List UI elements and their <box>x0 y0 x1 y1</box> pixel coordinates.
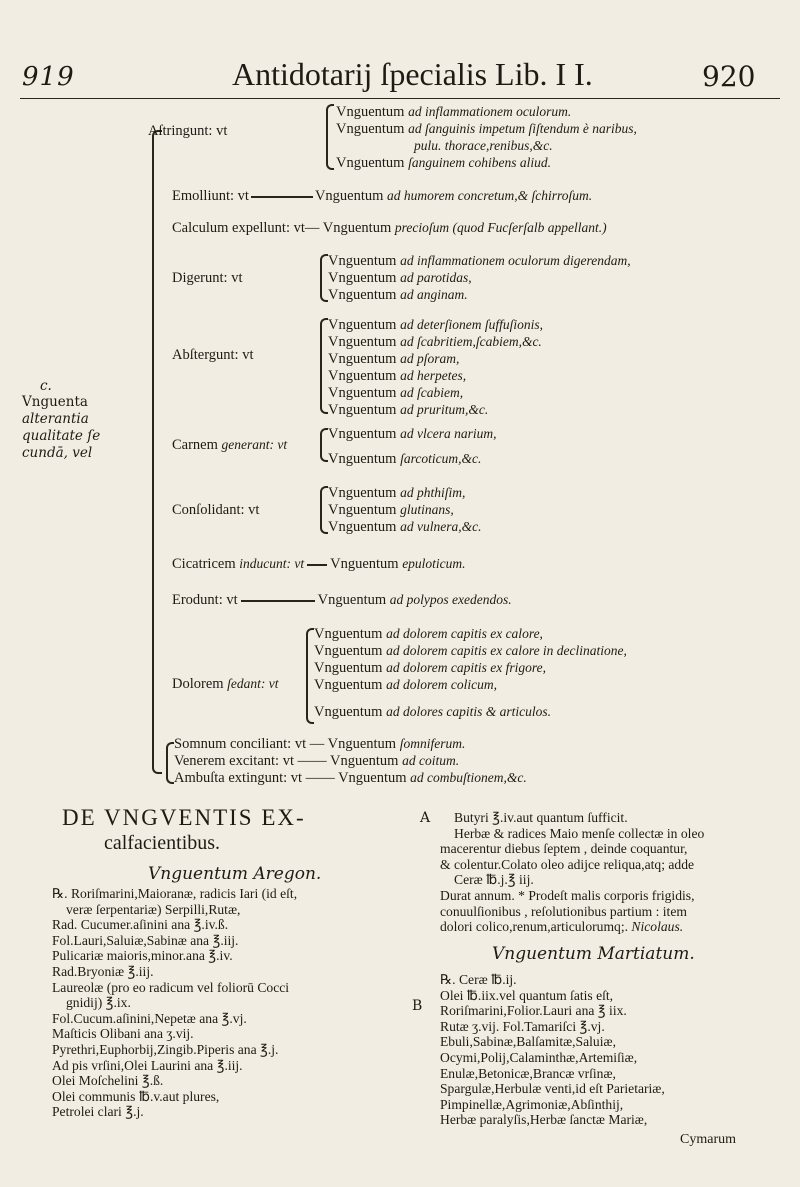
venerem-t: ad coitum. <box>402 753 460 768</box>
margin-marker-b: B <box>412 998 423 1014</box>
margin-marker-a: A <box>420 810 431 826</box>
dolorem-t1: ad dolorem capitis ex calore, <box>386 626 543 641</box>
dolorem-label: Dolorem <box>172 676 224 692</box>
ambusta-t: ad combuſtionem,&c. <box>410 770 527 785</box>
dolorem-u4: Vnguentum <box>314 677 383 693</box>
somnum-label: Somnum conciliant: vt <box>174 736 307 752</box>
sidebar-line-1: Vnguenta <box>22 394 88 410</box>
aregon-cont-line: Ceræ ℔.j.℥ iij. <box>454 872 534 888</box>
aregon-line: Maſticis Olibani ana ʒ.vij. <box>52 1026 194 1042</box>
abstergunt-t3: ad pſoram, <box>400 351 460 366</box>
aregon-cont-line: Herbæ & radices Maio menſe collectæ in oleo <box>454 825 705 841</box>
abstergunt-u4: Vnguentum <box>328 368 397 384</box>
somnum-brace <box>166 742 174 784</box>
abstergunt-u2: Vnguentum <box>328 334 397 350</box>
aregon-line: veræ ſerpentariæ) Serpilli,Rutæ, <box>66 901 241 917</box>
cicatricem-t: epuloticum. <box>402 556 466 571</box>
aregon-line: Olei Moſchelini ℥.ß. <box>52 1073 164 1089</box>
digerunt-u1: Vnguentum <box>328 253 397 269</box>
aregon-line: Laureolæ (pro eo radicum vel foliorū Cocci <box>52 979 290 995</box>
abstergunt-t6: ad pruritum,&c. <box>400 402 489 417</box>
dolorem-u3: Vnguentum <box>314 660 383 676</box>
abstergunt-t2: ad ſcabritiem,ſcabiem,&c. <box>400 334 542 349</box>
aregon-line: Fol.Cucum.aſinini,Nepetæ ana ℥.vj. <box>52 1010 247 1026</box>
astringunt-brace <box>326 104 334 170</box>
carnem-brace <box>320 428 328 462</box>
aregon-line: Rad.Bryoniæ ℥.iij. <box>52 963 154 979</box>
aregon-title: Vnguentum Aregon. <box>148 864 322 884</box>
aregon-line: Ad pis vrſini,Olei Laurini ana ℥.iij. <box>52 1057 243 1073</box>
calculum-label: Calculum expellunt: vt— Vnguentum <box>172 220 392 236</box>
martiatum-line: ℞. Ceræ ℔.ij. <box>440 972 517 987</box>
aregon-line: Petrolei clari ℥.j. <box>52 1104 144 1120</box>
dolorem-t3: ad dolorem capitis ex frigore, <box>386 660 546 675</box>
abstergunt-u6: Vnguentum <box>328 402 397 418</box>
aregon-continuation <box>440 810 704 935</box>
book-page: 919 Antidotarij ſpecialis Lib. I I. 920 c. Vnguenta alterantia qualitate ſe cundā, vel Aſtringunt: vt Vnguentum ad inflammationem oculorum. Vnguentum ad ſanguinis impetum ſiſtendum è naribus, pulu. thorace,renibus,&c. Vnguentum ſanguinem cohibens aliud. Emolliunt: vt Vnguentum ad humorem concretum,& ſchirroſum. Calculum expellunt: vt— Vnguentum precioſum (quod Fucſerſalb appellant.) Digerunt: vt Vnguentum ad inflammationem oculorum digerendam, Vnguentum ad parotidas, Vnguentum ad anginam. Abſtergunt: vt Vnguentum ad deterſionem ſuffuſionis, Vnguentum ad ſcabritiem,ſcabiem,&c. Vnguentum ad pſoram, Vnguentum ad herpetes, Vnguentum ad ſcabiem, Vnguentum ad pruritum,&c. Carnem generant: vt Vnguentum ad vlcera narium, Vnguentum ſarcoticum,&c. Conſolidant: vt Vnguentum ad phthiſim, Vnguentum glutinans, Vnguentum ad vulnera,&c. Cicatricem inducunt: vt Vnguentum epuloticum. Erodunt: vt Vnguentum ad polypos exedendos. Dolorem ſedant: vt Vnguentum ad dolorem capitis ex calore, Vnguentum ad dolorem capitis ex calore in declinatione, Vnguentum ad dolorem capitis ex frigore, Vnguentum ad dolorem colicum, Vnguentum ad dolores capitis & articulos. Somnum conciliant: vt — Vnguentum ſomniferum. Venerem excitant: vt —— Vnguentum ad coitum. Ambuſta extingunt: vt —— Vnguentum ad combuſtionem,&c. DE VNGVENTIS EX- calfacientibus. Vnguentum Aregon. ℞. Roriſmarini,Maioranæ, radicis Iari (id eſt, veræ ſerpentariæ) Serpilli,Rutæ, Rad. Cucumer.aſinini ana ℥.iv.ß. Fol.Lauri,Saluiæ,Sabinæ ana ℥.iij. Pulicariæ maioris,minor.ana ℥.iv. Rad.Bryoniæ ℥.iij. Laureolæ (pro eo radicum vel foliorū Cocci gnidij) ℥.ix. Fol.Cucum.aſinini,Nepetæ ana ℥.vj. Maſticis Olibani ana ʒ.vij. Pyrethri,Euphorbij,Zingib.Piperis ana ℥.j. Ad pis vrſini,Olei Laurini ana ℥.iij. Olei Moſchelini ℥.ß. Olei communis ℔.v.aut plures, Petrolei clari ℥.j. A B Butyri ℥.iv.aut quantum ſufficit. Herbæ & radices Maio menſe collectæ in oleo macerentur diebus ſeptem , deinde coquantur, & colentur.Colato oleo adijce reliqua,atq; adde Ceræ ℔.j.℥ iij. Durat annum. * Prodeſt malis corporis frigidis, conuulſionibus , reſolutionibus partium : item dolori colico,renum,articulorumq;. Nicolaus. Vnguentum Martiatum. ℞. Ceræ ℔.ij. Olei ℔.iix.vel quantum ſatis eſt, Roriſmarini,Folior.Lauri ana ℥ iix. Rutæ ʒ.vij. Fol.Tamariſci ℥.vj. Ebuli,Sabinæ,Balſamitæ,Saluiæ, Ocymi,Polij,Calaminthæ,Artemiſiæ, Enulæ,Betonicæ,Brancæ vrſinæ, Spargulæ,Herbulæ venti,id eſt Parietariæ, Pimpinellæ,Agrimoniæ,Abſinthij, Herbæ paralyſis,Herbæ ſanctæ Mariæ, Cymarum <box>0 0 800 1187</box>
section-heading-1: DE VNGVENTIS EX- <box>62 805 306 830</box>
aregon-cont-line: & colentur.Colato oleo adijce reliqua,atq; adde <box>440 856 695 872</box>
main-brace <box>152 130 162 774</box>
right-page-number: 920 <box>702 60 756 93</box>
cicatricem-u: Vnguentum <box>330 556 399 572</box>
consolidant-u1: Vnguentum <box>328 485 397 501</box>
martiatum-line: Olei ℔.iix.vel quantum ſatis eſt, <box>440 987 614 1003</box>
sidebar-letter: c. <box>40 378 52 394</box>
martiatum-line: Enulæ,Betonicæ,Brancæ vrſinæ, <box>440 1065 616 1081</box>
consolidant-t3: ad vulnera,&c. <box>400 519 482 534</box>
carnem-label: Carnem <box>172 437 218 453</box>
cicatricem-label-it: inducunt: vt <box>239 556 305 571</box>
abstergunt-brace <box>320 318 328 414</box>
header-rule <box>20 98 780 99</box>
aregon-line: gnidij) ℥.ix. <box>66 995 131 1011</box>
aregon-line: Rad. Cucumer.aſinini ana ℥.iv.ß. <box>52 917 229 933</box>
author-note: Nicolaus. <box>631 919 684 935</box>
astringunt-t3: pulu. thorace,renibus,&c. <box>414 138 553 153</box>
digerunt-brace <box>320 254 328 302</box>
dolorem-t2: ad dolorem capitis ex calore in declinatione, <box>386 643 627 658</box>
aregon-cont-line: Butyri ℥.iv.aut quantum ſufficit. <box>454 810 628 825</box>
digerunt-u3: Vnguentum <box>328 287 397 303</box>
ambusta-label: Ambuſta extingunt: vt <box>174 770 303 786</box>
sidebar-line-4: cundā, vel <box>22 445 93 461</box>
martiatum-line: Ocymi,Polij,Calaminthæ,Artemiſiæ, <box>440 1049 638 1065</box>
astringunt-u1: Vnguentum <box>336 104 405 120</box>
emolliunt-label: Emolliunt: vt <box>172 188 249 204</box>
digerunt-t1: ad inflammationem oculorum digerendam, <box>400 253 631 268</box>
left-page-number: 919 <box>22 62 75 92</box>
venerem-label: Venerem excitant: vt <box>174 753 294 769</box>
dolorem-t4: ad dolorem colicum, <box>386 677 497 692</box>
astringunt-t2: ad ſanguinis impetum ſiſtendum è naribus, <box>408 121 637 136</box>
ambusta-u: Vnguentum <box>338 770 407 786</box>
catchword: Cymarum <box>680 1132 736 1147</box>
abstergunt-u1: Vnguentum <box>328 317 397 333</box>
carnem-u1: Vnguentum <box>328 426 397 442</box>
section-heading-2: calfacientibus. <box>104 832 221 854</box>
aregon-cont-line: conuulſionibus , reſolutionibus partium : item <box>440 903 687 919</box>
astringunt-u2: Vnguentum <box>336 121 405 137</box>
abstergunt-label: Abſtergunt: vt <box>172 347 254 363</box>
abstergunt-t4: ad herpetes, <box>400 368 467 383</box>
emolliunt-t: ad humorem concretum,& ſchirroſum. <box>387 188 593 203</box>
astringunt-u4: Vnguentum <box>336 155 405 171</box>
aregon-cont-line: dolori colico,renum,articulorumq;. <box>440 919 628 935</box>
sidebar-line-3: qualitate ſe <box>22 428 101 444</box>
martiatum-line: Rutæ ʒ.vij. Fol.Tamariſci ℥.vj. <box>440 1018 605 1034</box>
consolidant-t1: ad phthiſim, <box>400 485 466 500</box>
abstergunt-u3: Vnguentum <box>328 351 397 367</box>
digerunt-t2: ad parotidas, <box>400 270 472 285</box>
abstergunt-t1: ad deterſionem ſuffuſionis, <box>400 317 543 332</box>
somnum-u: Vnguentum <box>327 736 397 752</box>
aregon-line: Pyrethri,Euphorbij,Zingib.Piperis ana ℥.j. <box>52 1041 279 1057</box>
venerem-u: Vnguentum <box>329 753 399 769</box>
carnem-t2: ſarcoticum,&c. <box>400 451 482 466</box>
dolorem-u2: Vnguentum <box>314 643 383 659</box>
emolliunt-u: Vnguentum <box>314 188 384 204</box>
martiatum-line: Pimpinellæ,Agrimoniæ,Abſinthij, <box>440 1096 624 1112</box>
carnem-label-it: generant: vt <box>221 437 288 452</box>
aregon-cont-line: Durat annum. * Prodeſt malis corporis frigidis, <box>440 887 695 903</box>
aregon-cont-line: macerentur diebus ſeptem , deinde coquantur, <box>440 841 688 857</box>
aregon-line: Fol.Lauri,Saluiæ,Sabinæ ana ℥.iij. <box>52 932 239 948</box>
abstergunt-u5: Vnguentum <box>328 385 397 401</box>
erodunt-label: Erodunt: vt <box>172 592 238 608</box>
martiatum-line: Spargulæ,Herbulæ venti,id eſt Parietariæ, <box>440 1081 665 1097</box>
martiatum-recipe <box>440 972 665 1128</box>
abstergunt-t5: ad ſcabiem, <box>400 385 464 400</box>
astringunt-t4: ſanguinem cohibens aliud. <box>408 155 551 170</box>
digerunt-label: Digerunt: vt <box>172 270 243 286</box>
running-title: Antidotarij ſpecialis Lib. I I. <box>232 56 593 92</box>
astringunt-t1: ad inflammationem oculorum. <box>408 104 572 119</box>
consolidant-t2: glutinans, <box>400 502 454 517</box>
martiatum-title: Vnguentum Martiatum. <box>492 944 695 964</box>
carnem-t1: ad vlcera narium, <box>400 426 497 441</box>
aregon-line: Olei communis ℔.v.aut plures, <box>52 1088 220 1104</box>
dolorem-u1: Vnguentum <box>314 626 383 642</box>
dolorem-t5: ad dolores capitis & articulos. <box>386 704 551 719</box>
sidebar-line-2: alterantia <box>22 411 89 427</box>
digerunt-t3: ad anginam. <box>400 287 468 302</box>
consolidant-brace <box>320 486 328 534</box>
carnem-u2: Vnguentum <box>328 451 397 467</box>
dolorem-u5: Vnguentum <box>314 704 383 720</box>
erodunt-u: Vnguentum <box>317 592 387 608</box>
martiatum-line: Roriſmarini,Folior.Lauri ana ℥ iix. <box>440 1003 627 1019</box>
erodunt-t: ad polypos exedendos. <box>389 592 512 607</box>
astringunt-label: Aſtringunt: vt <box>148 123 228 139</box>
dolorem-label-it: ſedant: vt <box>227 676 279 691</box>
cicatricem-label: Cicatricem <box>172 556 236 572</box>
martiatum-line: Ebuli,Sabinæ,Balſamitæ,Saluiæ, <box>440 1034 616 1050</box>
digerunt-u2: Vnguentum <box>328 270 397 286</box>
consolidant-u3: Vnguentum <box>328 519 397 535</box>
aregon-line: ℞. Roriſmarini,Maioranæ, radicis Iari (id eſt, <box>52 886 298 901</box>
consolidant-u2: Vnguentum <box>328 502 397 518</box>
calculum-t: precioſum (quod Fucſerſalb appellant.) <box>394 220 607 235</box>
somnum-t: ſomniferum. <box>399 736 466 751</box>
dolorem-brace <box>306 628 314 724</box>
consolidant-label: Conſolidant: vt <box>172 502 260 518</box>
martiatum-line: Herbæ paralyſis,Herbæ ſanctæ Mariæ, <box>440 1112 648 1128</box>
aregon-line: Pulicariæ maioris,minor.ana ℥.iv. <box>52 948 233 964</box>
aregon-recipe <box>52 886 297 1120</box>
